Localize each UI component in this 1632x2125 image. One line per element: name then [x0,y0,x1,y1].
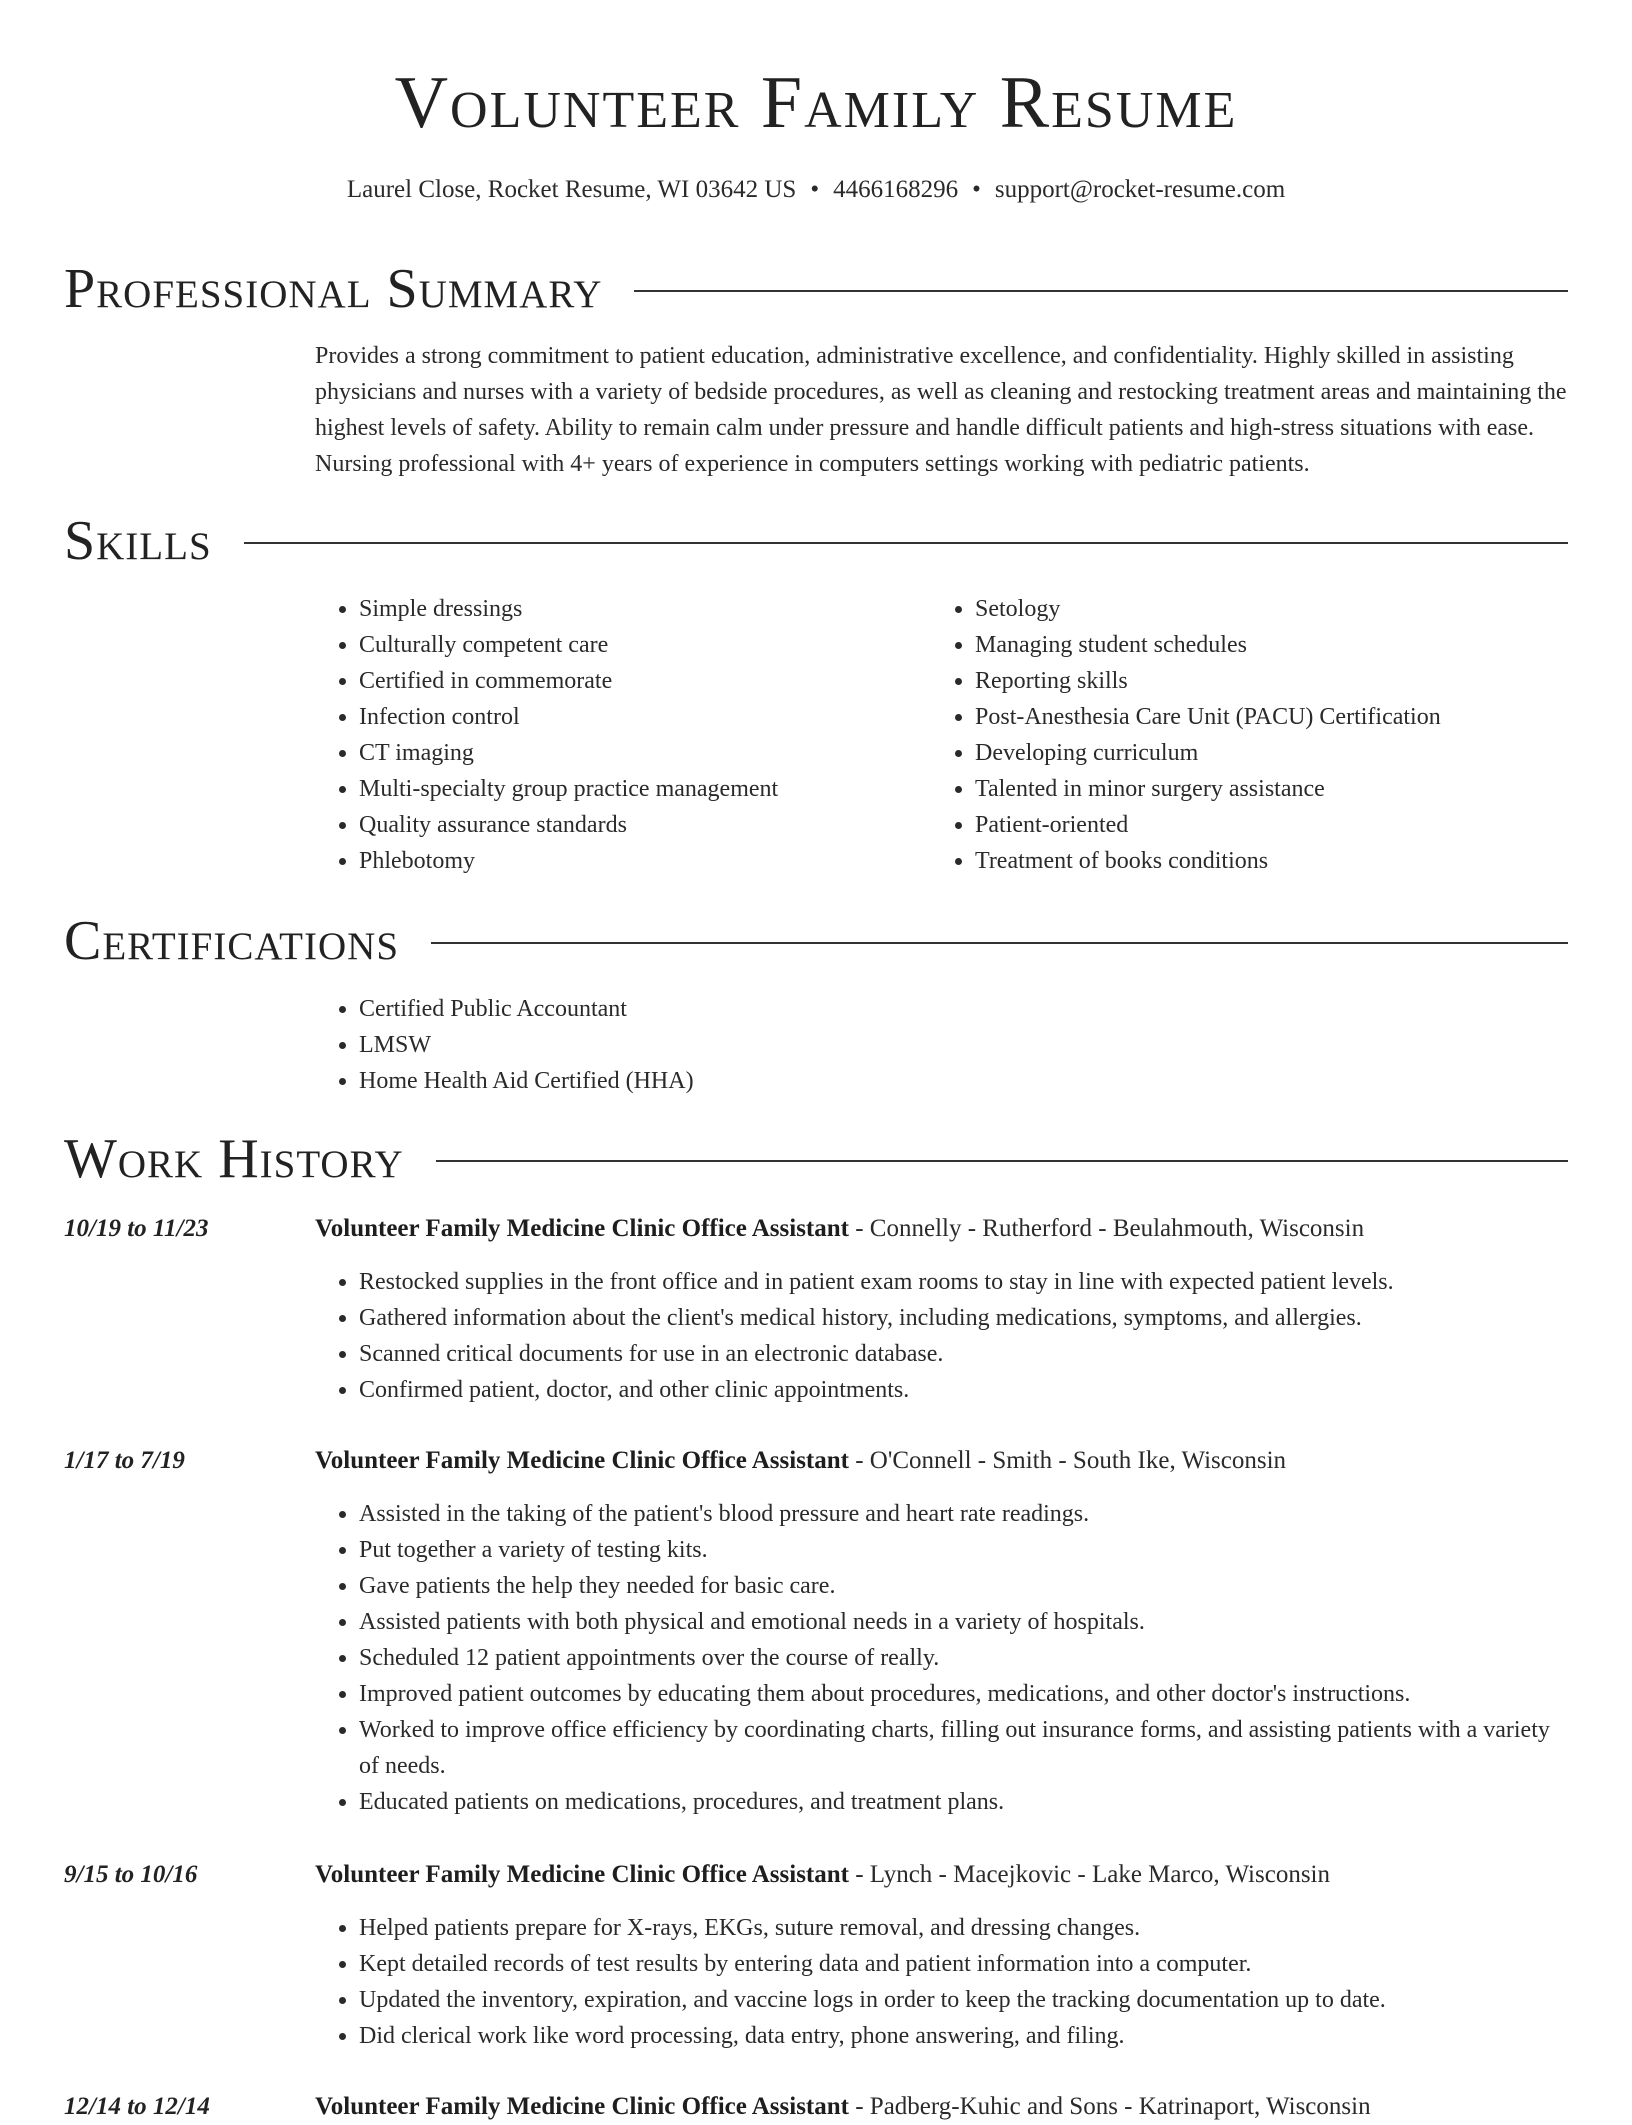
job-duties [315,1264,1568,1408]
contact-separator: • [972,176,981,203]
skill-item: • Phlebotomy [359,843,915,879]
summary-heading: Professional Summary [64,258,603,320]
skill-item: • Reporting skills [975,663,1571,699]
job-duty: • Worked to improve office efficiency by coordinating charts, filling out insurance forms, and assisting patients with a variety of needs. [359,1712,1568,1784]
summary-text: Provides a strong commitment to patient education, administrative excellence, and confidentiality. Highly skilled in assisting physicians and nurses with a variety of bedside procedures, as well as cleaning and restocking treatment areas and maintaining the highest levels of safety. Ability to remain calm under pressure and handle difficult patients and high-stress situations with ease. Nursing professional with 4+ years of experience in computers settings working with pediatric patients. [315,343,1567,477]
job-duty: • Gathered information about the client's medical history, including medications, symptoms, and allergies. [359,1300,1568,1336]
job-header [315,2089,1568,2125]
job-duties [315,1910,1568,2054]
certification-item: • LMSW [359,1027,1515,1063]
skills-list-right [931,591,1571,879]
job-title: Volunteer Family Medicine Clinic Office Assistant [315,1861,849,1888]
job-duty: • Restocked supplies in the front office and in patient exam rooms to stay in line with expected patient levels. [359,1264,1568,1300]
skill-item: • Quality assurance standards [359,807,915,843]
job-header [315,1211,1568,1247]
contact-line [0,172,1632,208]
work-history-heading: Work History [64,1128,404,1190]
job-duty: • Assisted patients with both physical and emotional needs in a variety of hospitals. [359,1604,1568,1640]
job-dates: 10/19 to 11/23 [64,1215,209,1242]
job-duty: • Did clerical work like word processing, data entry, phone answering, and filing. [359,2018,1568,2054]
job-title: Volunteer Family Medicine Clinic Office Assistant [315,2093,849,2120]
job-duty: • Helped patients prepare for X-rays, EKGs, suture removal, and dressing changes. [359,1910,1568,1946]
section-divider [634,290,1568,292]
skills-column-right [931,591,1571,879]
job-dates: 1/17 to 7/19 [64,1447,185,1474]
job-duty: • Gave patients the help they needed for basic care. [359,1568,1568,1604]
job-duty: • Scanned critical documents for use in an electronic database. [359,1336,1568,1372]
job-duty: • Improved patient outcomes by educating them about procedures, medications, and other doctor's instructions. [359,1676,1568,1712]
skill-item: • Patient-oriented [975,807,1571,843]
skill-item: • Simple dressings [359,591,915,627]
resume-title: Volunteer Family Resume [394,62,1238,144]
job-duty: • Educated patients on medications, procedures, and treatment plans. [359,1784,1568,1820]
skill-item: • Multi-specialty group practice management [359,771,915,807]
skills-list-left [315,591,915,879]
skills-heading: Skills [64,510,212,572]
job-dates: 9/15 to 10/16 [64,1861,198,1888]
summary-section-heading [64,256,1568,322]
job-duty: • Assisted in the taking of the patient's blood pressure and heart rate readings. [359,1496,1568,1532]
section-divider [244,542,1568,544]
certifications-block [315,991,1515,1099]
skill-item: • Setology [975,591,1571,627]
work-history-section-heading [64,1126,1568,1192]
job-employer: - Padberg-Kuhic and Sons - Katrinaport, Wisconsin [848,2093,1371,2120]
job-title: Volunteer Family Medicine Clinic Office Assistant [315,1215,849,1242]
job-duty: • Kept detailed records of test results by entering data and patient information into a computer. [359,1946,1568,1982]
job-duty: • Confirmed patient, doctor, and other clinic appointments. [359,1372,1568,1408]
job-employer: - Lynch - Macejkovic - Lake Marco, Wisconsin [848,1861,1331,1888]
skills-column-left [315,591,915,879]
job-duty: • Scheduled 12 patient appointments over the course of really. [359,1640,1568,1676]
job-header [315,1857,1568,1893]
skill-item: • Post-Anesthesia Care Unit (PACU) Certification [975,699,1571,735]
skill-item: • Treatment of books conditions [975,843,1571,879]
contact-separator: • [810,176,820,203]
contact-phone: 4466168296 [833,176,959,203]
skills-section-heading [64,508,1568,574]
job-duty: • Updated the inventory, expiration, and vaccine logs in order to keep the tracking documentation up to date. [359,1982,1568,2018]
job-duty: • Put together a variety of testing kits. [359,1532,1568,1568]
job-duties-list [315,1496,1568,1820]
certifications-section-heading [64,908,1568,974]
job-header [315,1443,1568,1479]
job-employer: - Connelly - Rutherford - Beulahmouth, Wisconsin [848,1215,1365,1242]
job-title: Volunteer Family Medicine Clinic Office Assistant [315,1447,849,1474]
skill-item: • Infection control [359,699,915,735]
certification-item: • Home Health Aid Certified (HHA) [359,1063,1515,1099]
job-dates: 12/14 to 12/14 [64,2093,210,2120]
skill-item: • Developing curriculum [975,735,1571,771]
certification-item: • Certified Public Accountant [359,991,1515,1027]
section-divider [436,1160,1568,1162]
skill-item: • Certified in commemorate [359,663,915,699]
skill-item: • Culturally competent care [359,627,915,663]
skill-item: • Talented in minor surgery assistance [975,771,1571,807]
job-duties [315,1496,1568,1820]
section-divider [431,942,1568,944]
skill-item: • CT imaging [359,735,915,771]
contact-email: support@rocket-resume.com [994,176,1286,203]
job-employer: - O'Connell - Smith - South Ike, Wisconsin [848,1447,1287,1474]
skill-item: • Managing student schedules [975,627,1571,663]
job-duties-list [315,1910,1568,2054]
certifications-list [315,991,1515,1099]
contact-address: Laurel Close, Rocket Resume, WI 03642 US [346,176,797,203]
certifications-heading: Certifications [64,910,400,972]
job-duties-list [315,1264,1568,1408]
